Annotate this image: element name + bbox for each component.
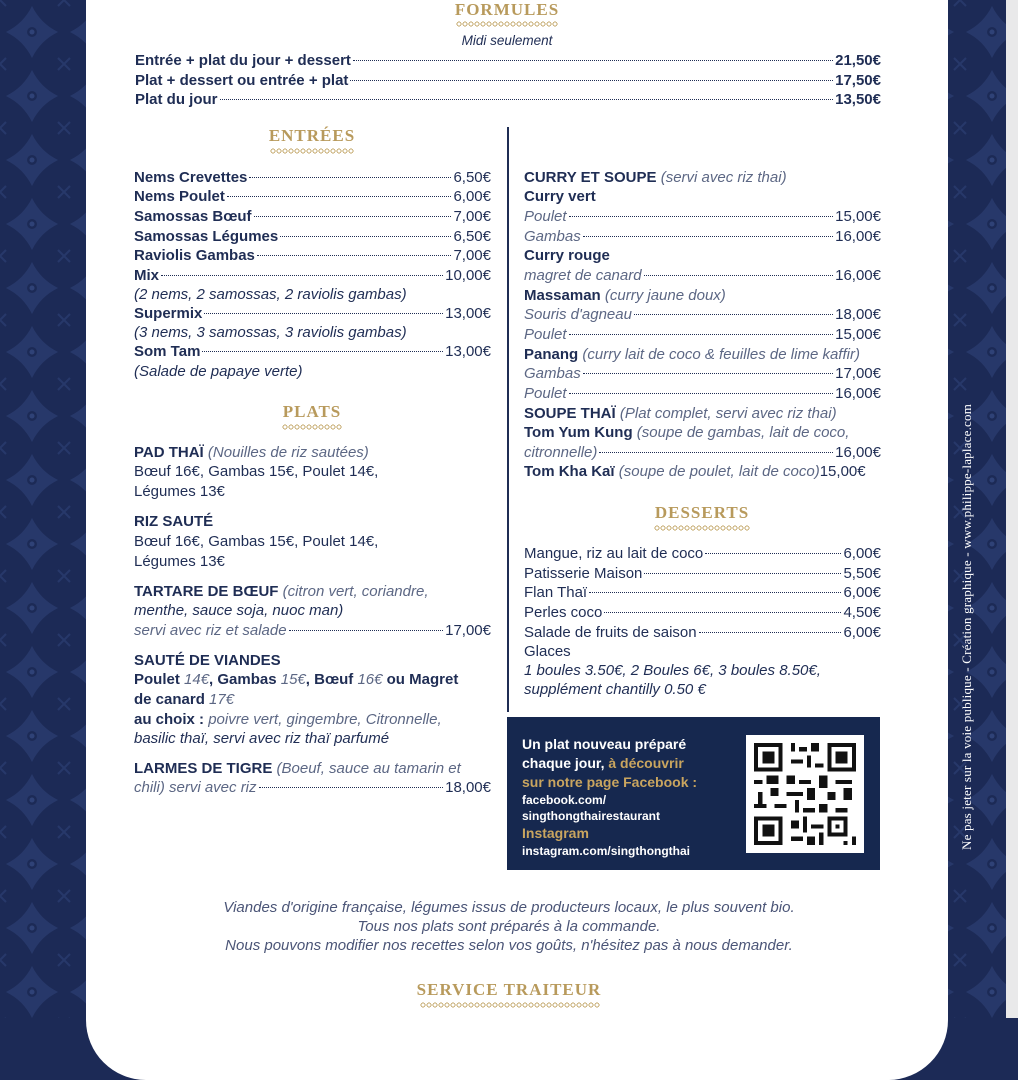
entree-row: Som Tam 13,00€ — [134, 343, 491, 360]
plats-title: PLATS — [282, 402, 342, 421]
curry-rouge: Curry rouge — [524, 247, 610, 264]
formules-subtitle: Midi seulement — [461, 33, 553, 48]
entree-row: Nems Poulet 6,00€ — [134, 188, 491, 205]
traiteur-ornament — [420, 1001, 600, 1009]
glaces-note: 1 boules 3.50€, 2 Boules 6€, 3 boules 8.50€, — [524, 662, 821, 679]
side-credit-text: Ne pas jeter sur la voie publique - Création graphique - www.philippe-laplace.com — [959, 403, 974, 850]
supermix-note: (3 nems, 3 samossas, 3 raviolis gambas) — [134, 324, 407, 341]
glaces-note-2: supplément chantilly 0.50 € — [524, 681, 706, 698]
footer-line-3: Nous pouvons modifier nos recettes selon vos goûts, n'hésitez pas à nous demander. — [225, 937, 793, 954]
glaces: Glaces — [524, 643, 571, 660]
entree-row: Nems Crevettes 6,50€ — [134, 169, 491, 186]
saute-viandes-prices: Poulet 14€, Gambas 15€, Bœuf 16€ ou Magret — [134, 671, 459, 688]
pad-thai-prices-2: Légumes 13€ — [134, 483, 225, 500]
dessert-row: Salade de fruits de saison 6,00€ — [524, 624, 881, 641]
pad-thai-prices: Bœuf 16€, Gambas 15€, Poulet 14€, — [134, 463, 379, 480]
tom-kha-kai: Tom Kha Kaï (soupe de poulet, lait de coco)15,00€ — [524, 463, 866, 480]
footer-line-1: Viandes d'origine française, légumes issus de producteurs locaux, le plus souvent bio. — [223, 899, 795, 916]
entrees-ornament — [270, 147, 354, 155]
riz-saute: RIZ SAUTÉ — [134, 513, 214, 530]
service-traiteur-title: SERVICE TRAITEUR — [416, 980, 602, 999]
formules-ornament — [456, 20, 558, 28]
tom-yum-row: citronnelle) 16,00€ — [524, 444, 881, 461]
tartare-row: servi avec riz et salade 17,00€ — [134, 622, 491, 639]
desserts-title: DESSERTS — [654, 503, 750, 522]
curry-row: Poulet 16,00€ — [524, 385, 881, 402]
riz-saute-prices-2: Légumes 13€ — [134, 553, 225, 570]
entree-row: Samossas Légumes 6,50€ — [134, 228, 491, 245]
panang: Panang (curry lait de coco & feuilles de lime kaffir) — [524, 346, 860, 363]
column-divider — [507, 127, 509, 712]
dessert-row: Patisserie Maison 5,50€ — [524, 565, 881, 582]
facebook-url[interactable]: facebook.com/ — [522, 793, 607, 807]
larmes-de-tigre: LARMES DE TIGRE (Boeuf, sauce au tamarin et — [134, 760, 461, 777]
curry-row: Poulet 15,00€ — [524, 326, 881, 343]
footer-line-2: Tous nos plats sont préparés à la commande. — [357, 918, 661, 935]
dessert-row: Perles coco 4,50€ — [524, 604, 881, 621]
desserts-ornament — [654, 524, 750, 532]
facebook-url-2[interactable]: singthongthairestaurant — [522, 809, 661, 823]
tom-yum-kung: Tom Yum Kung (soupe de gambas, lait de coco, — [524, 424, 850, 441]
tartare: TARTARE DE BŒUF (citron vert, coriandre, — [134, 583, 429, 600]
tartare-desc: menthe, sauce soja, nuoc man) — [134, 602, 344, 619]
riz-saute-prices: Bœuf 16€, Gambas 15€, Poulet 14€, — [134, 533, 379, 550]
curry-vert: Curry vert — [524, 188, 596, 205]
formule-row: Plat + dessert ou entrée + plat 17,50€ — [135, 72, 881, 89]
mix-note: (2 nems, 2 samossas, 2 raviolis gambas) — [134, 286, 407, 303]
somtam-note: (Salade de papaye verte) — [134, 363, 303, 380]
larmes-row: chili) servi avec riz 18,00€ — [134, 779, 491, 796]
promo-line2: chaque jour, à découvrir — [522, 755, 684, 771]
soupe-thai: SOUPE THAÏ (Plat complet, servi avec riz thai) — [524, 405, 837, 422]
entree-row: Mix 10,00€ — [134, 267, 491, 284]
massaman: Massaman (curry jaune doux) — [524, 287, 726, 304]
promo-line3: sur notre page Facebook : — [522, 774, 698, 790]
formule-row: Plat du jour 13,50€ — [135, 91, 881, 108]
formules-title: FORMULES — [454, 0, 560, 19]
formule-row: Entrée + plat du jour + dessert 21,50€ — [135, 52, 881, 69]
edge-strip — [1006, 0, 1018, 1018]
curry-title: CURRY ET SOUPE (servi avec riz thai) — [524, 169, 787, 186]
saute-viandes: SAUTÉ DE VIANDES — [134, 652, 281, 669]
saute-viandes-magret: de canard 17€ — [134, 691, 235, 708]
entree-row: Samossas Bœuf 7,00€ — [134, 208, 491, 225]
instagram-label: Instagram — [522, 825, 589, 841]
curry-row: Gambas 17,00€ — [524, 365, 881, 382]
curry-row: magret de canard 16,00€ — [524, 267, 881, 284]
entree-row: Raviolis Gambas 7,00€ — [134, 247, 491, 264]
curry-row: Poulet 15,00€ — [524, 208, 881, 225]
qr-code[interactable] — [746, 735, 864, 853]
instagram-url[interactable]: instagram.com/singthongthai — [522, 844, 691, 858]
entree-row: Supermix 13,00€ — [134, 305, 491, 322]
saute-viandes-choix: au choix : poivre vert, gingembre, Citronnelle, — [134, 711, 442, 728]
curry-row: Gambas 16,00€ — [524, 228, 881, 245]
entrees-title: ENTRÉES — [268, 126, 356, 145]
plats-ornament — [282, 423, 342, 431]
pad-thai: PAD THAÏ (Nouilles de riz sautées) — [134, 444, 369, 461]
curry-row: Souris d'agneau 18,00€ — [524, 306, 881, 323]
promo-line1: Un plat nouveau préparé — [522, 736, 687, 752]
saute-viandes-choix-2: basilic thaï, servi avec riz thaï parfumé — [134, 730, 390, 747]
dessert-row: Mangue, riz au lait de coco 6,00€ — [524, 545, 881, 562]
dessert-row: Flan Thaï 6,00€ — [524, 584, 881, 601]
